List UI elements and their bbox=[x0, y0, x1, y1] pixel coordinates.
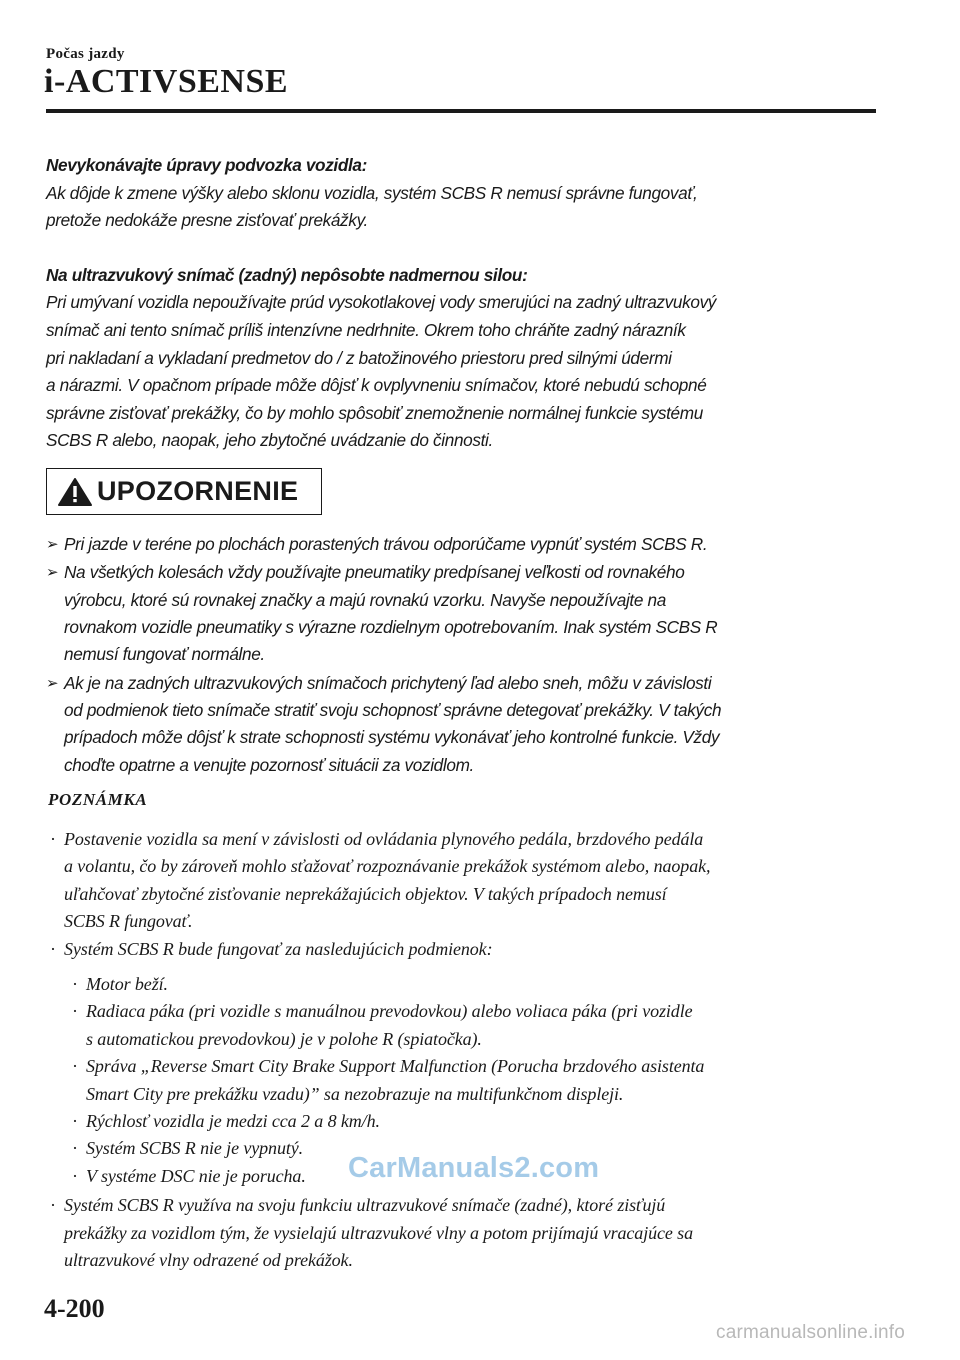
intro-paragraphs bbox=[46, 152, 886, 455]
paragraph-line: správne zisťovať prekážky, čo by mohlo spôsobiť znemožnenie normálnej funkcie systému bbox=[46, 402, 703, 423]
note-line: SCBS R fungovať. bbox=[64, 911, 193, 932]
condition-line: Motor beží. bbox=[86, 974, 168, 995]
caution-line: nemusí fungovať normálne. bbox=[64, 644, 265, 665]
bullet-dot-icon: · bbox=[72, 1111, 78, 1132]
bullet-dot-icon: · bbox=[72, 974, 78, 995]
bullet-dot-icon: · bbox=[72, 1001, 78, 1022]
watermark-logo: CarManuals2.com bbox=[348, 1152, 600, 1184]
note-line: ultrazvukové vlny odrazené od prekážok. bbox=[64, 1250, 353, 1271]
condition-line: Radiaca páka (pri vozidle s manuálnou prevodovkou) alebo voliaca páka (pri vozidle bbox=[86, 1001, 693, 1022]
paragraph-line: a nárazmi. V opačnom prípade môže dôjsť k ovplyvneniu snímačov, ktoré nebudú schopné bbox=[46, 375, 707, 396]
page-number: 4-200 bbox=[44, 1294, 105, 1323]
caution-line: Ak je na zadných ultrazvukových snímačoch prichytený ľad alebo sneh, môžu v závislosti bbox=[64, 672, 712, 693]
caution-list bbox=[46, 531, 886, 780]
paragraph-line: Ak dôjde k zmene výšky alebo sklonu vozidla, systém SCBS R nemusí správne fungovať, bbox=[46, 182, 698, 203]
warning-triangle-icon bbox=[57, 477, 93, 507]
paragraph-line: Pri umývaní vozidla nepoužívajte prúd vysokotlakovej vody smerujúci na zadný ultrazvukový bbox=[46, 292, 717, 313]
condition-line: Systém SCBS R nie je vypnutý. bbox=[86, 1138, 304, 1159]
condition-item bbox=[48, 971, 878, 998]
bullet-dot-icon: · bbox=[50, 938, 56, 959]
caution-line: Na všetkých kolesách vždy používajte pneumatiky predpísanej veľkosti od rovnakého bbox=[64, 562, 685, 583]
condition-item bbox=[48, 998, 878, 1053]
warning-box bbox=[46, 468, 322, 515]
note-line: prekážky za vozidlom tým, že vysielajú ultrazvukové vlny a potom prijímajú vracajúce sa bbox=[64, 1222, 693, 1243]
note-item bbox=[48, 1192, 878, 1274]
note-list bbox=[48, 826, 878, 1275]
arrow-bullet-icon: ➢ bbox=[46, 536, 59, 553]
paragraph-line: pretože nedokáže presne zisťovať prekážky. bbox=[46, 210, 368, 231]
condition-line: Smart City pre prekážku vzadu)” sa nezobrazuje na multifunkčnom displeji. bbox=[86, 1083, 624, 1104]
warning-label: UPOZORNENIE bbox=[97, 476, 299, 506]
condition-item bbox=[48, 1053, 878, 1108]
note-line: a volantu, čo by zároveň mohlo sťažovať rozpoznávanie prekážok systémom alebo, naopak, bbox=[64, 856, 711, 877]
caution-item bbox=[46, 559, 886, 669]
caution-line: prípadoch môže dôjsť k strate schopnosti systému vykonávať jeho kontrolné funkcie. Vždy bbox=[64, 727, 720, 748]
caution-item bbox=[46, 531, 886, 558]
caution-line: výrobcu, ktoré sú rovnakej značky a majú rovnakú vzorku. Navyše nepoužívajte na bbox=[64, 589, 666, 610]
header-rule bbox=[46, 109, 876, 113]
bullet-dot-icon: · bbox=[50, 1195, 56, 1216]
condition-line: Správa „Reverse Smart City Brake Support Malfunction (Porucha brzdového asistenta bbox=[86, 1056, 705, 1077]
condition-line: V systéme DSC nie je porucha. bbox=[86, 1165, 306, 1186]
note-line: Systém SCBS R bude fungovať za nasledujúcich podmienok: bbox=[64, 938, 493, 959]
caution-line: choďte opatrne a venujte pozornosť situácii za vozidlom. bbox=[64, 754, 474, 775]
bullet-dot-icon: · bbox=[72, 1165, 78, 1186]
caution-line: Pri jazde v teréne po plochách porastených trávou odporúčame vypnúť systém SCBS R. bbox=[64, 534, 708, 554]
paragraph-line: SCBS R alebo, naopak, jeho zbytočné uvádzanie do činnosti. bbox=[46, 430, 493, 451]
note-line: Systém SCBS R využíva na svoju funkciu ultrazvukové snímače (zadné), ktoré zisťujú bbox=[64, 1195, 666, 1216]
bullet-dot-icon: · bbox=[50, 829, 56, 849]
paragraph-line: pri nakladaní a vykladaní predmetov do / z batožinového priestoru pred silnými údermi bbox=[46, 347, 672, 368]
arrow-bullet-icon: ➢ bbox=[46, 674, 59, 692]
note-item bbox=[48, 936, 878, 963]
paragraph-heading: Nevykonávajte úpravy podvozka vozidla: bbox=[46, 155, 368, 175]
caution-item bbox=[46, 670, 886, 780]
note-title: POZNÁMKA bbox=[48, 790, 148, 809]
arrow-bullet-icon: ➢ bbox=[46, 564, 59, 582]
paragraph-line: snímač ani tento snímač príliš intenzívne nedrhnite. Okrem toho chráňte zadný nárazník bbox=[46, 319, 686, 340]
note-item bbox=[48, 826, 878, 936]
bullet-dot-icon: · bbox=[72, 1056, 78, 1077]
caution-line: rovnakom vozidle pneumatiky s výrazne rozdielnym opotrebovaním. Inak systém SCBS R bbox=[64, 617, 718, 638]
bullet-dot-icon: · bbox=[72, 1138, 78, 1159]
condition-item bbox=[48, 1108, 878, 1135]
condition-line: s automatickou prevodovkou) je v polohe R (spiatočka). bbox=[86, 1028, 482, 1049]
note-line: uľahčovať zbytočné zisťovanie neprekážajúcich objektov. V takých prípadoch nemusí bbox=[64, 883, 667, 904]
section-label: Počas jazdy bbox=[46, 46, 125, 62]
note-line: Postavenie vozidla sa mení v závislosti od ovládania plynového pedála, brzdového pedála bbox=[64, 829, 704, 849]
caution-line: od podmienok tieto snímače stratiť svoju schopnosť správne detegovať prekážky. V takých bbox=[64, 700, 722, 721]
page-title: i-ACTIVSENSE bbox=[44, 63, 289, 100]
site-watermark: carmanualsonline.info bbox=[716, 1322, 906, 1343]
condition-line: Rýchlosť vozidla je medzi cca 2 a 8 km/h. bbox=[86, 1111, 380, 1132]
paragraph-heading: Na ultrazvukový snímač (zadný) nepôsobte nadmernou silou: bbox=[46, 264, 528, 285]
